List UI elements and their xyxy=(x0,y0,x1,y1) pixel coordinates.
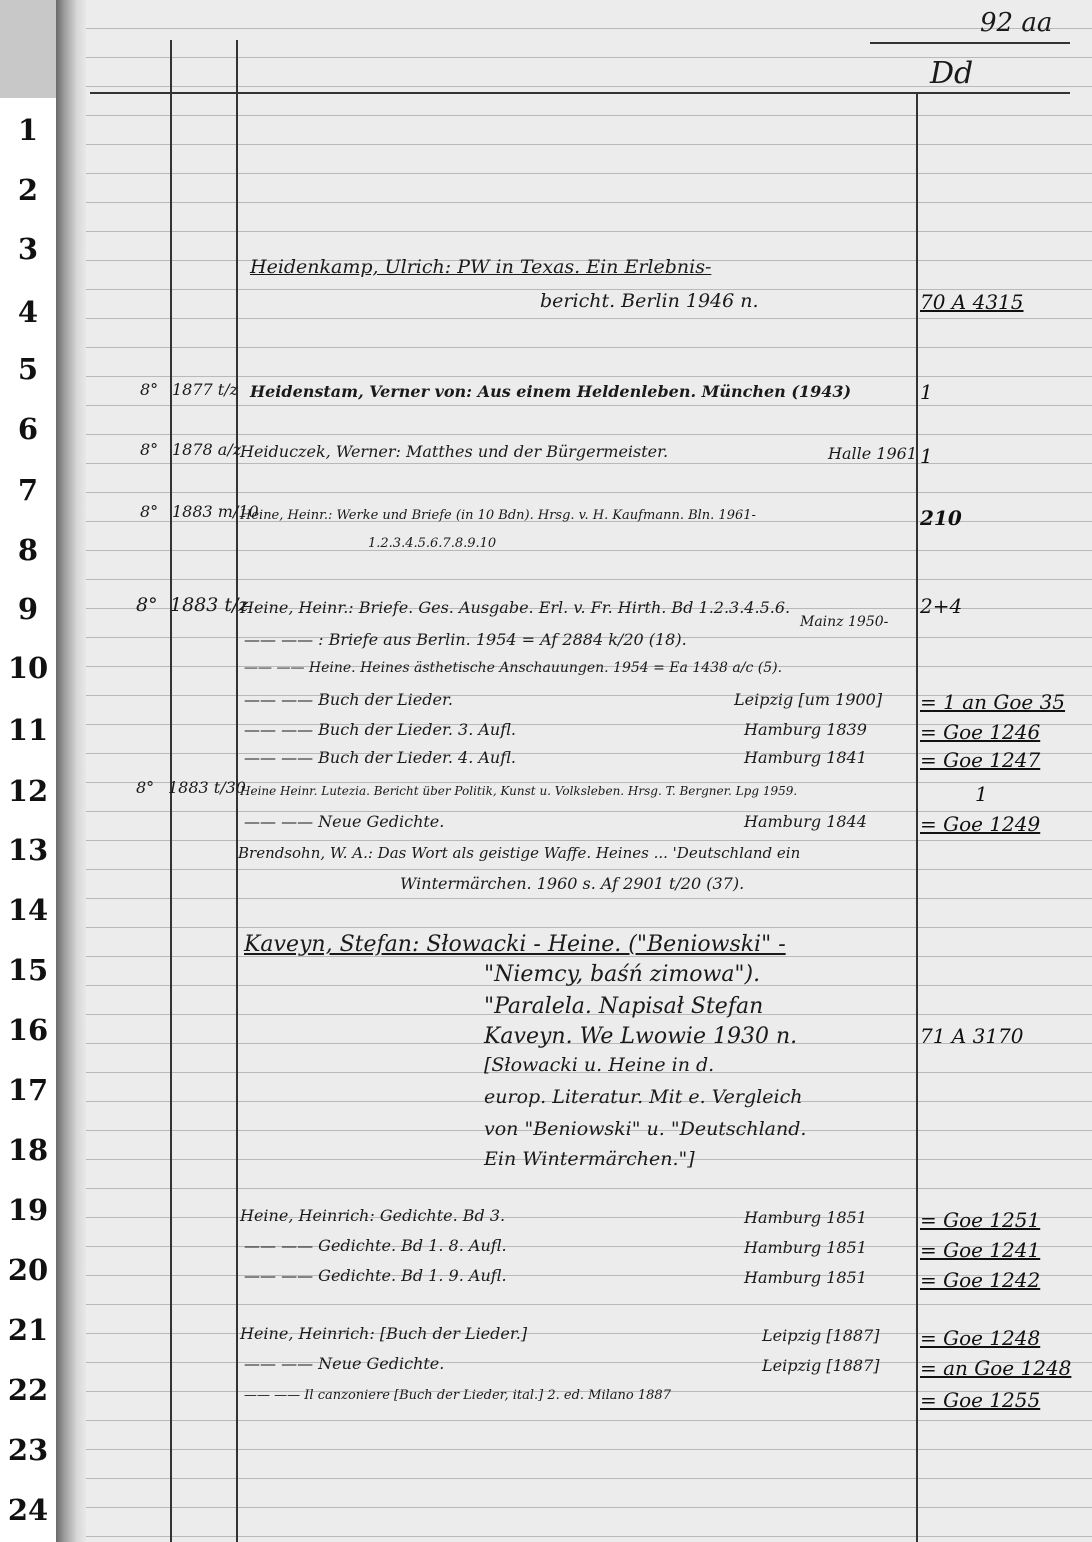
line-number: 20 xyxy=(7,1253,49,1287)
line-number: 24 xyxy=(7,1493,49,1527)
entry-subline: —— —— Buch der Lieder. xyxy=(244,690,453,709)
entry-place: Hamburg 1851 xyxy=(744,1268,867,1287)
line-number: 8 xyxy=(17,533,39,567)
entry-text: "Niemcy, baśń zimowa"). xyxy=(484,962,761,987)
line-number: 21 xyxy=(7,1313,49,1347)
entry-place: Leipzig [um 1900] xyxy=(734,690,883,709)
shelf-mark: 70 A 4315 xyxy=(920,290,1024,314)
line-number: 19 xyxy=(7,1193,49,1227)
entry-place: Hamburg 1844 xyxy=(744,812,867,831)
top-rule xyxy=(90,92,1070,94)
entry-text: Heine, Heinr.: Briefe. Ges. Ausgabe. Erl. v. Fr. Hirth. Bd 1.2.3.4.5.6. xyxy=(240,598,791,617)
line-number-gutter xyxy=(0,0,56,1542)
line-number: 2 xyxy=(17,173,39,207)
line-number: 23 xyxy=(7,1433,49,1467)
format-mark: 8° xyxy=(136,778,155,797)
shelf-mark: 2+4 xyxy=(920,594,963,618)
line-number: 17 xyxy=(7,1073,49,1107)
entry-text: Heiduczek, Werner: Matthes und der Bürgermeister. xyxy=(240,442,669,461)
entry-text: europ. Literatur. Mit e. Vergleich xyxy=(484,1086,803,1108)
entry-text: Heine, Heinrich: [Buch der Lieder.] xyxy=(240,1324,528,1343)
line-number: 5 xyxy=(17,352,39,386)
entry-place: Leipzig [1887] xyxy=(762,1326,880,1345)
line-number: 10 xyxy=(7,651,49,685)
line-number: 1 xyxy=(17,113,39,147)
entry-place: Hamburg 1851 xyxy=(744,1208,867,1227)
shelf-mark: = Goe 1255 xyxy=(920,1388,1041,1412)
entry-number: 1883 t/z xyxy=(170,594,249,616)
entry-number: 1883 t/30 xyxy=(168,778,246,797)
entry-place: Hamburg 1841 xyxy=(744,748,867,767)
entry-subline: —— —— Neue Gedichte. xyxy=(244,1354,445,1373)
line-number: 16 xyxy=(7,1013,49,1047)
entry-text: "Paralela. Napisał Stefan xyxy=(484,994,764,1019)
entry-subline: —— —— Heine. Heines ästhetische Anschauungen. 1954 = Ea 1438 a/c (5). xyxy=(244,660,783,676)
shelf-mark: = Goe 1248 xyxy=(920,1326,1041,1350)
line-number: 15 xyxy=(7,953,49,987)
entry-number: 1883 m/10 xyxy=(172,502,259,521)
shelf-mark: 210 xyxy=(920,506,962,530)
entry-place: Leipzig [1887] xyxy=(762,1356,880,1375)
shelf-mark: 71 A 3170 xyxy=(920,1024,1024,1048)
entry-subline: —— —— : Briefe aus Berlin. 1954 = Af 2884 k/20 (18). xyxy=(244,630,687,649)
line-number: 4 xyxy=(17,295,39,329)
entry-volumes: 1.2.3.4.5.6.7.8.9.10 xyxy=(368,536,497,551)
line-number: 18 xyxy=(7,1133,49,1167)
shelf-mark: 1 xyxy=(975,782,988,806)
line-number: 22 xyxy=(7,1373,49,1407)
entry-text: bericht. Berlin 1946 n. xyxy=(540,290,759,312)
shelf-mark: = Goe 1247 xyxy=(920,748,1041,772)
format-mark: 8° xyxy=(140,440,159,459)
entry-text: Heine, Heinrich: Gedichte. Bd 3. xyxy=(240,1206,506,1225)
entry-subline: —— —— Il canzoniere [Buch der Lieder, ital.] 2. ed. Milano 1887 xyxy=(244,1388,671,1403)
shelf-mark: = Goe 1249 xyxy=(920,812,1041,836)
entry-text: Wintermärchen. 1960 s. Af 2901 t/20 (37). xyxy=(400,874,745,893)
format-mark: 8° xyxy=(140,380,159,399)
line-number: 7 xyxy=(17,473,39,507)
entry-subline: —— —— Gedichte. Bd 1. 8. Aufl. xyxy=(244,1236,507,1255)
format-mark: 8° xyxy=(140,502,159,521)
header-rule xyxy=(870,42,1070,44)
entry-text: Ein Wintermärchen."] xyxy=(484,1148,695,1170)
entry-text: Brendsohn, W. A.: Das Wort als geistige Waffe. Heines ... 'Deutschland ein xyxy=(238,844,801,862)
shelf-mark: = Goe 1246 xyxy=(920,720,1041,744)
entry-place: Hamburg 1839 xyxy=(744,720,867,739)
line-number: 6 xyxy=(17,412,39,446)
shelf-mark: = an Goe 1248 xyxy=(920,1356,1072,1380)
shelf-mark: = Goe 1241 xyxy=(920,1238,1041,1262)
page-number: 92 aa xyxy=(980,8,1053,38)
line-number: 12 xyxy=(7,774,49,808)
line-number: 9 xyxy=(17,592,39,626)
entry-text: Kaveyn. We Lwowie 1930 n. xyxy=(484,1024,798,1049)
page-binding-shadow xyxy=(56,0,86,1542)
entry-subline: —— —— Buch der Lieder. 4. Aufl. xyxy=(244,748,516,767)
column-rule-signature xyxy=(916,92,918,1542)
entry-place: Halle 1961 xyxy=(828,444,917,463)
line-number: 3 xyxy=(17,232,39,266)
entry-note: Mainz 1950- xyxy=(800,614,889,630)
entry-subline: —— —— Buch der Lieder. 3. Aufl. xyxy=(244,720,516,739)
line-number: 11 xyxy=(7,713,49,747)
entry-subline: —— —— Gedichte. Bd 1. 9. Aufl. xyxy=(244,1266,507,1285)
entry-place: Hamburg 1851 xyxy=(744,1238,867,1257)
shelf-mark: = 1 an Goe 35 xyxy=(920,690,1066,714)
entry-text: Heine, Heinr.: Werke und Briefe (in 10 Bdn). Hrsg. v. H. Kaufmann. Bln. 1961- xyxy=(240,508,756,523)
shelf-mark: = Goe 1251 xyxy=(920,1208,1041,1232)
entry-text: Heine Heinr. Lutezia. Bericht über Politik, Kunst u. Volksleben. Hrsg. T. Bergner. Lpg 1959. xyxy=(240,784,798,798)
section-label: Dd xyxy=(930,56,974,91)
entry-text: [Słowacki u. Heine in d. xyxy=(484,1054,715,1076)
format-mark: 8° xyxy=(136,594,158,616)
gutter-header-block xyxy=(0,0,56,98)
entry-text: Heidenstam, Verner von: Aus einem Heldenleben. München (1943) xyxy=(250,382,852,401)
line-number: 13 xyxy=(7,833,49,867)
entry-number: 1878 a/z xyxy=(172,440,242,459)
entry-text: von "Beniowski" u. "Deutschland. xyxy=(484,1118,807,1140)
entry-text: Heidenkamp, Ulrich: PW in Texas. Ein Erlebnis- xyxy=(250,256,712,278)
shelf-mark: = Goe 1242 xyxy=(920,1268,1041,1292)
entry-subline: —— —— Neue Gedichte. xyxy=(244,812,445,831)
entry-number: 1877 t/z xyxy=(172,380,239,399)
shelf-mark: 1 xyxy=(920,444,933,468)
line-number: 14 xyxy=(7,893,49,927)
entry-text: Kaveyn, Stefan: Słowacki - Heine. ("Beniowski" - xyxy=(244,932,786,957)
shelf-mark: 1 xyxy=(920,380,933,404)
